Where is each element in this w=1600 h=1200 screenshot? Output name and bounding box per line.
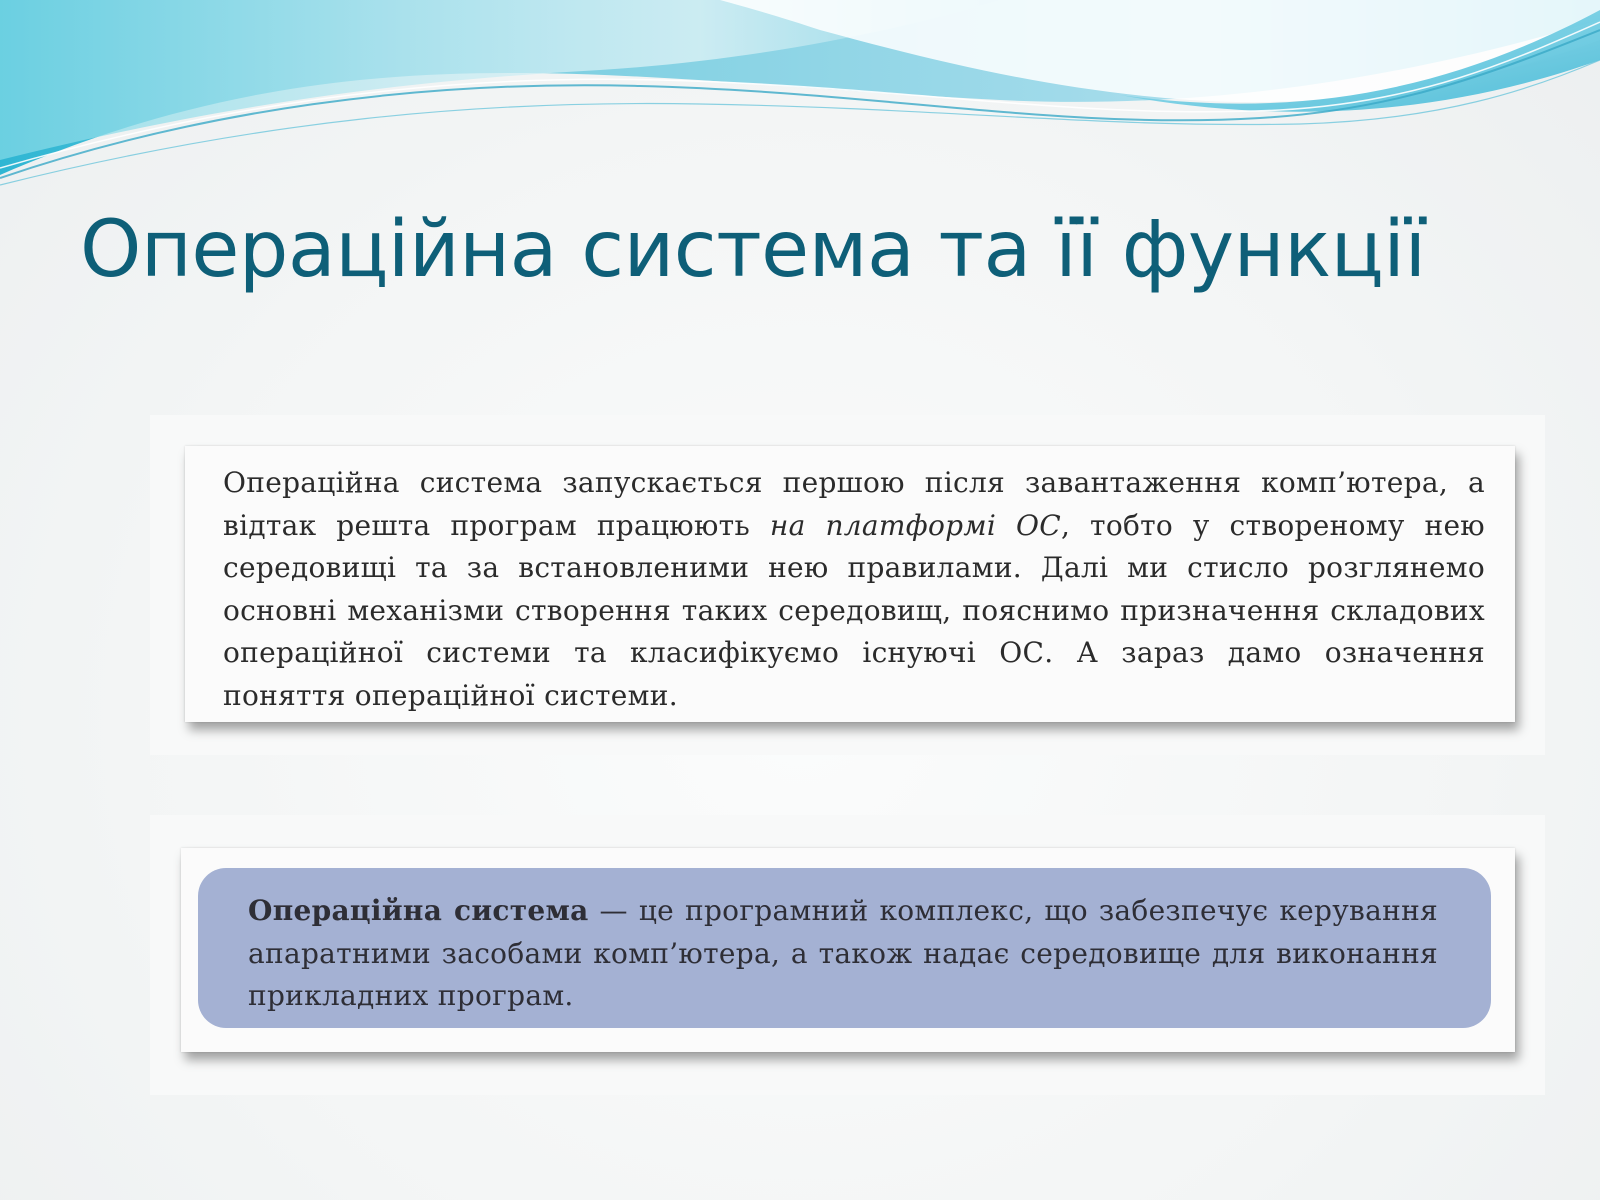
definition-card: [181, 848, 1515, 1052]
definition-body: — це програмний комплекс, що забезпечує керування апаратними засобами комп’ютера, а також надає середовище для виконання прикладних програм.: [248, 894, 1438, 1012]
header-wave-decoration: [0, 0, 1600, 200]
definition-term: Операційна система: [248, 894, 589, 927]
intro-text-start: Операційна система запускається першою після завантаження комп’ютера, а відтак решта програм працюють: [223, 466, 1485, 542]
intro-text-card: [185, 446, 1515, 722]
intro-text-emphasis: на платформі ОС: [769, 508, 1061, 542]
intro-text-end: , тобто у створеному нею середовищі та за встановленими нею правилами. Далі ми стисло розглянемо основні механізми створення таких середовищ, пояснимо призначення складових операційної системи та класифікуємо існуючі ОС. А зараз дамо означення поняття операційної системи.: [223, 508, 1485, 712]
definition-highlight-box: [198, 868, 1491, 1028]
slide-title: Операційна система та її функції: [80, 205, 1426, 295]
definition-paragraph: [248, 890, 1438, 1018]
intro-paragraph: [223, 462, 1485, 717]
